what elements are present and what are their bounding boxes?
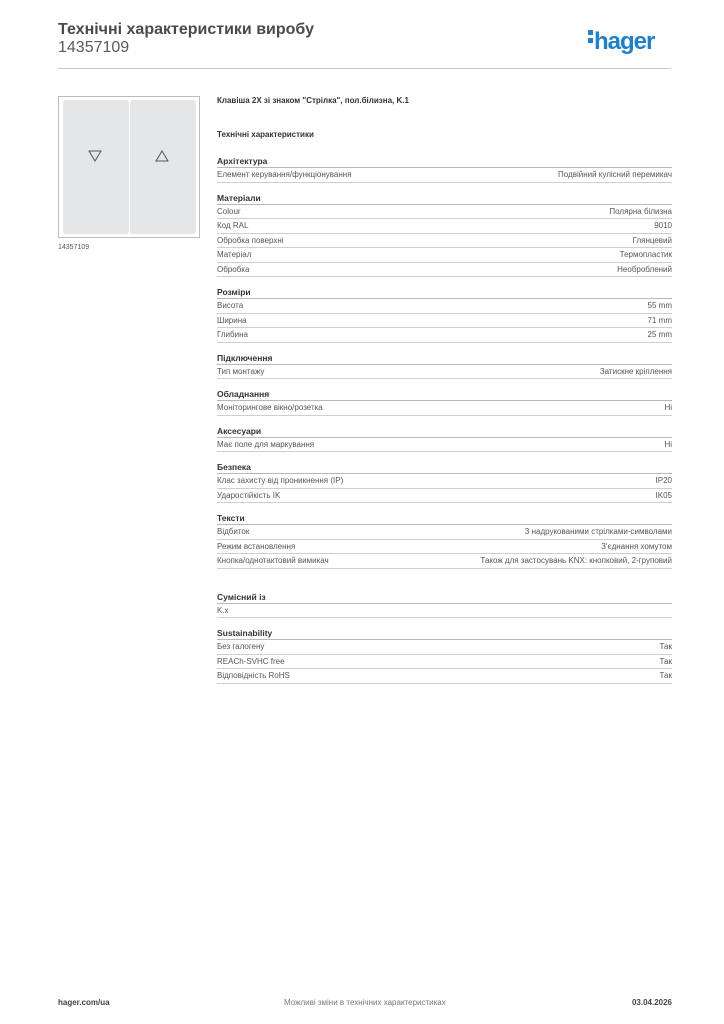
spec-label: Режим встановлення: [217, 541, 296, 551]
spec-value: 25 mm: [647, 330, 672, 339]
spec-label: Відбиток: [217, 527, 250, 536]
spec-row: [217, 219, 672, 234]
spec-value: Так: [659, 642, 672, 651]
section-title: Безпека: [217, 461, 672, 474]
spec-row: [217, 299, 672, 314]
spec-label: Моніторингове вікно/розетка: [217, 403, 323, 412]
section-title: Матеріали: [217, 192, 672, 205]
spec-label: Обробка: [217, 264, 250, 274]
spec-row: [217, 474, 672, 489]
spec-value: Ні: [664, 403, 672, 412]
section-title: Сумісний із: [217, 591, 672, 604]
spec-label: Ударостійкість IK: [217, 490, 281, 500]
spec-value: Термопластик: [619, 250, 672, 259]
footer-date: 03.04.2026: [631, 998, 672, 1007]
spec-value: 9010: [654, 221, 672, 230]
spec-row: [217, 328, 672, 343]
section-title: Sustainability: [217, 627, 672, 640]
spec-label: Відповідність RoHS: [217, 671, 290, 680]
product-description: Клавіша 2Х зі знаком "Стрілка", пол.білизна, K.1: [217, 96, 409, 105]
spec-label: Обробка поверхні: [217, 235, 284, 245]
footer-notice: Можливі зміни в технічних характеристиках: [284, 998, 446, 1007]
spec-label: Глибина: [217, 330, 248, 339]
spec-value: Подвійний кулісний перемикач: [558, 170, 672, 179]
spec-value: IP20: [655, 476, 672, 485]
spec-label: REACh-SVHC free: [217, 656, 285, 666]
spec-value: Так: [659, 656, 672, 666]
product-number: 14357109: [58, 39, 130, 56]
section-title: Підключення: [217, 352, 672, 365]
section-title: Тексти: [217, 512, 672, 525]
spec-row: [217, 438, 672, 453]
hager-logo: [588, 28, 654, 56]
spec-label: K.x: [217, 605, 229, 615]
spec-label: Colour: [217, 206, 241, 216]
document-title: Технічні характеристики виробу: [58, 21, 314, 38]
spec-row: [217, 401, 672, 416]
product-image: [58, 96, 200, 238]
spec-value: Затискне кріплення: [599, 366, 672, 376]
specification-panel: [217, 92, 672, 684]
spec-row: [217, 540, 672, 555]
spec-label: Елемент керування/функціонування: [217, 170, 352, 179]
spec-row: [217, 655, 672, 670]
spec-row: [217, 640, 672, 655]
spec-label: Матеріал: [217, 250, 252, 259]
spec-row: [217, 168, 672, 183]
spec-row: [217, 489, 672, 504]
spec-row: [217, 604, 672, 619]
spec-value: З надрукованими стрілками-символами: [524, 527, 672, 536]
spec-value: Також для застосувань KNX: кнопковий, 2-груповий: [480, 556, 672, 565]
spec-value: Ні: [664, 439, 672, 449]
spec-value: Необроблений: [617, 264, 672, 274]
spec-value: 71 mm: [647, 315, 672, 325]
spec-sections: [217, 155, 672, 684]
spec-label: Має поле для маркування: [217, 439, 315, 449]
spec-label: Висота: [217, 301, 244, 310]
spec-value: IK05: [655, 490, 672, 500]
spec-row: [217, 365, 672, 380]
spec-label: Код RAL: [217, 221, 249, 230]
arrow-up-icon: [155, 150, 169, 162]
spec-label: Клас захисту від проникнення (IP): [217, 476, 344, 485]
spec-value: 55 mm: [647, 301, 672, 310]
spec-row: [217, 234, 672, 249]
spec-value: З'єднання хомутом: [601, 541, 672, 551]
footer-website: hager.com/ua: [58, 998, 110, 1007]
spec-row: [217, 248, 672, 263]
specifications-heading: Технічні характеристики: [217, 130, 314, 139]
spec-value: Так: [659, 671, 672, 680]
spec-value: Глянцевий: [632, 235, 672, 245]
spec-row: [217, 669, 672, 684]
right-rocker: [130, 100, 196, 234]
spec-row: [217, 525, 672, 540]
spec-row: [217, 263, 672, 278]
spec-row: [217, 314, 672, 329]
spec-label: Ширина: [217, 315, 247, 325]
spec-row: [217, 205, 672, 220]
arrow-down-icon: [88, 150, 102, 162]
spec-label: Тип монтажу: [217, 366, 265, 376]
left-rocker: [63, 100, 129, 234]
logo-text: hager: [594, 28, 655, 55]
logo-colon-mark: [588, 30, 593, 46]
section-title: Аксесуари: [217, 425, 672, 438]
spec-row: [217, 554, 672, 569]
header-divider: [58, 68, 671, 69]
spec-label: Кнопка/однотактовий вимикач: [217, 556, 329, 565]
section-title: Розміри: [217, 286, 672, 299]
section-title: Архітектура: [217, 155, 672, 168]
section-title: Обладнання: [217, 388, 672, 401]
image-caption: 14357109: [58, 244, 90, 251]
spec-value: Полярна білизна: [609, 206, 672, 216]
spec-label: Без галогену: [217, 642, 265, 651]
